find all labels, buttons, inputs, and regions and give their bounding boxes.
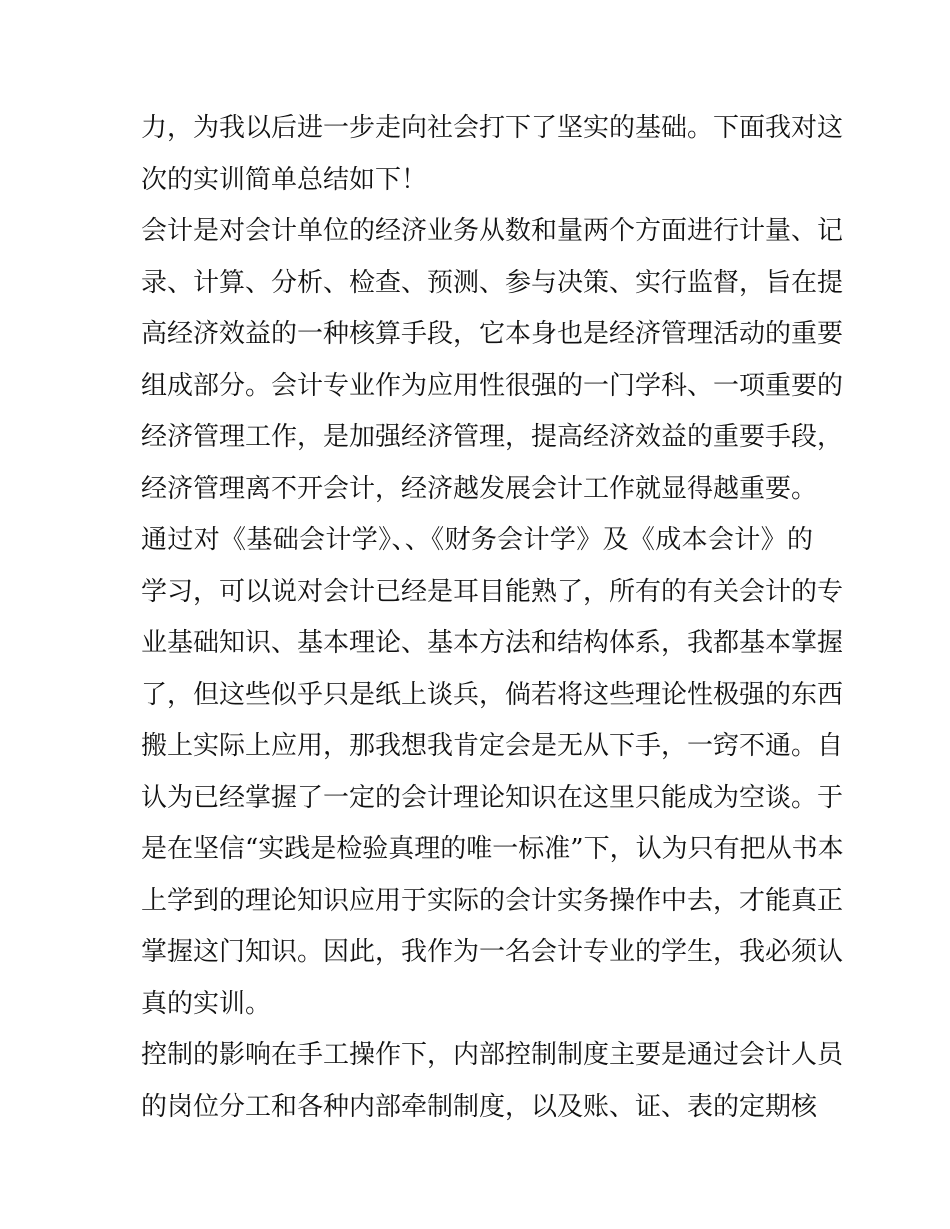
text-line: 的岗位分工和各种内部牵制制度，以及账、证、表的定期核 [141, 1091, 818, 1122]
text-line: 学习，可以说对会计已经是耳目能熟了，所有的有关会计的专 [141, 576, 844, 607]
text-line: 经济管理离不开会计，经济越发展会计工作就显得越重要。 [141, 473, 818, 504]
paragraph [141, 103, 844, 206]
paragraph [141, 515, 844, 1030]
text-line: 力，为我以后进一步走向社会打下了坚实的基础。下面我对这 [141, 113, 844, 143]
text-line: 了，但这些似乎只是纸上谈兵，倘若将这些理论性极强的东西 [141, 679, 844, 710]
text-line: 高经济效益的一种核算手段，它本身也是经济管理活动的重要 [141, 319, 844, 349]
paragraph [141, 1030, 844, 1133]
text-line: 录、计算、分析、检查、预测、参与决策、实行监督，旨在提 [141, 267, 844, 298]
text-line: 组成部分。会计专业作为应用性很强的一门学科、一项重要的 [141, 370, 844, 401]
text-line: 次的实训简单总结如下！ [141, 164, 428, 195]
text-line: 上学到的理论知识应用于实际的会计实务操作中去，才能真正 [141, 885, 844, 916]
text-line: 经济管理工作，是加强经济管理，提高经济效益的重要手段， [141, 422, 844, 452]
text-line: 掌握这门知识。因此，我作为一名会计专业的学生，我必须认 [141, 937, 844, 967]
text-line: 业基础知识、基本理论、基本方法和结构体系，我都基本掌握 [141, 628, 844, 658]
text-line: 控制的影响在手工操作下，内部控制制度主要是通过会计人员 [141, 1040, 844, 1070]
body-text [141, 103, 844, 1133]
text-line: 通过对《基础会计学》、、《财务会计学》及《成本会计》的 [141, 525, 813, 555]
text-line: 认为已经掌握了一定的会计理论知识在这里只能成为空谈。于 [141, 782, 844, 813]
paragraph [141, 206, 844, 515]
text-line: 真的实训。 [141, 988, 272, 1019]
text-line: 是在坚信“实践是检验真理的唯一标准”下，认为只有把从书本 [141, 834, 844, 864]
text-line: 搬上实际上应用，那我想我肯定会是无从下手，一窍不通。自 [141, 731, 844, 761]
text-line: 会计是对会计单位的经济业务从数和量两个方面进行计量、记 [141, 216, 844, 246]
